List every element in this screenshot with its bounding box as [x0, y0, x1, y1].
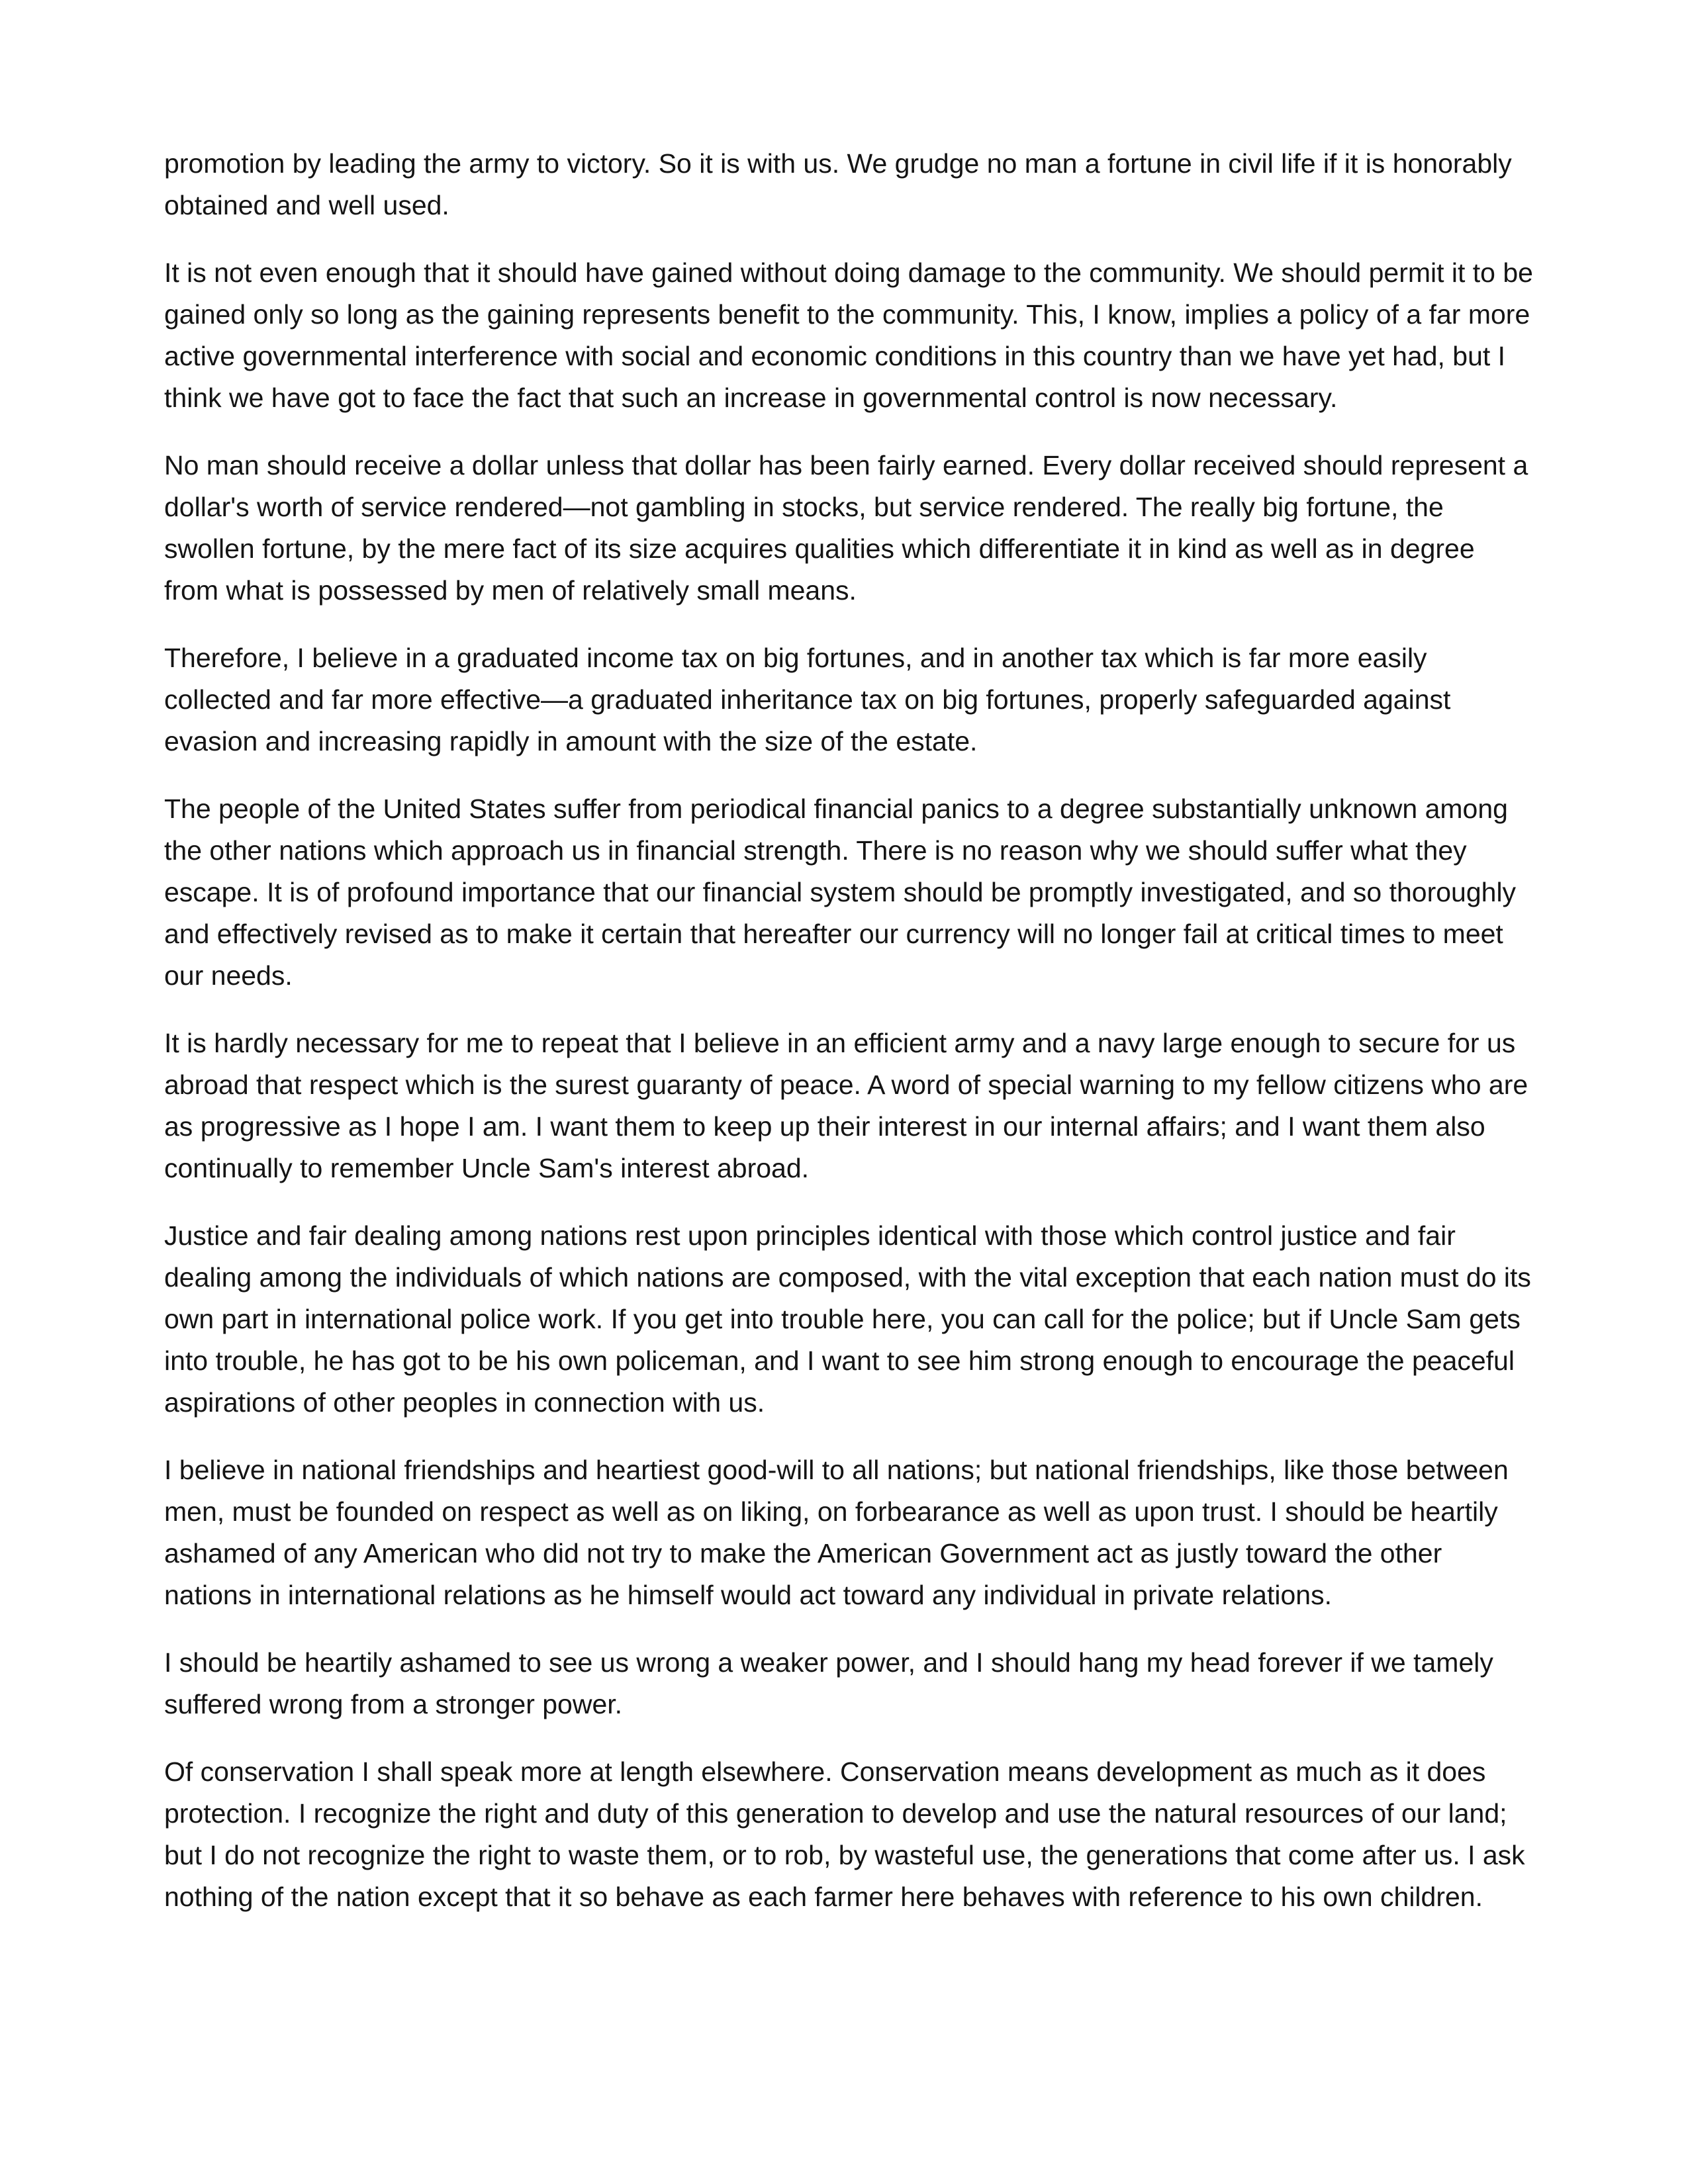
paragraph: It is not even enough that it should have gained without doing damage to the community. We should permit it to be gained only so long as the gaining represents benefit to the community. This, I know, implies a policy of a far more active governmental interference with social and economic conditions in this country than we have yet had, but I think we have got to face the fact that such an increase in governmental control is now necessary. — [164, 257, 1533, 413]
paragraph: Of conservation I shall speak more at length elsewhere. Conservation means development as much as it does protection. I recognize the right and duty of this generation to develop and use the natural resources of our land; but I do not recognize the right to waste them, or to rob, by wasteful use, the generations that come after us. I ask nothing of the nation except that it so behave as each farmer here behaves with reference to his own children. — [164, 1756, 1525, 1912]
paragraph: Therefore, I believe in a graduated income tax on big fortunes, and in another tax which is far more easily collected and far more effective—a graduated inheritance tax on big fortunes, properly safeguarded against evasion and increasing rapidly in amount with the size of the estate. — [164, 643, 1451, 756]
paragraph: The people of the United States suffer from periodical financial panics to a degree substantially unknown among the other nations which approach us in financial strength. There is no reason why we should suffer what they escape. It is of profound importance that our financial system should be promptly investigated, and so thoroughly and effectively revised as to make it certain that hereafter our currency will no longer fail at critical times to meet our needs. — [164, 794, 1517, 991]
paragraph: I believe in national friendships and heartiest good-will to all nations; but national friendships, like those between men, must be founded on respect as well as on liking, on forbearance as well as upon trust. I should be heartily ashamed of any American who did not try to make the American Government act as justly toward the other nations in international relations as he himself would act toward any individual in private relations. — [164, 1455, 1509, 1610]
body-text — [164, 143, 1534, 1944]
paragraph: I should be heartily ashamed to see us wrong a weaker power, and I should hang my head forever if we tamely suffered wrong from a stronger power. — [164, 1647, 1493, 1719]
paragraph: It is hardly necessary for me to repeat that I believe in an efficient army and a navy large enough to secure for us abroad that respect which is the surest guaranty of peace. A word of special warning to my fellow citizens who are as progressive as I hope I am. I want them to keep up their interest in our internal affairs; and I want them also continually to remember Uncle Sam's interest abroad. — [164, 1028, 1528, 1183]
paragraph: Justice and fair dealing among nations rest upon principles identical with those which control justice and fair dealing among the individuals of which nations are composed, with the vital exception that each nation must do its own part in international police work. If you get into trouble here, you can call for the police; but if Uncle Sam gets into trouble, he has got to be his own policeman, and I want to see him strong enough to encourage the peaceful aspirations of other peoples in connection with us. — [164, 1220, 1531, 1418]
paragraph: No man should receive a dollar unless that dollar has been fairly earned. Every dollar received should represent a dollar's worth of service rendered—not gambling in stocks, but service rendered. The really big fortune, the swollen fortune, by the mere fact of its size acquires qualities which differentiate it in kind as well as in degree from what is possessed by men of relatively small means. — [164, 450, 1528, 606]
paragraph: promotion by leading the army to victory. So it is with us. We grudge no man a fortune in civil life if it is honorably obtained and well used. — [164, 148, 1512, 220]
